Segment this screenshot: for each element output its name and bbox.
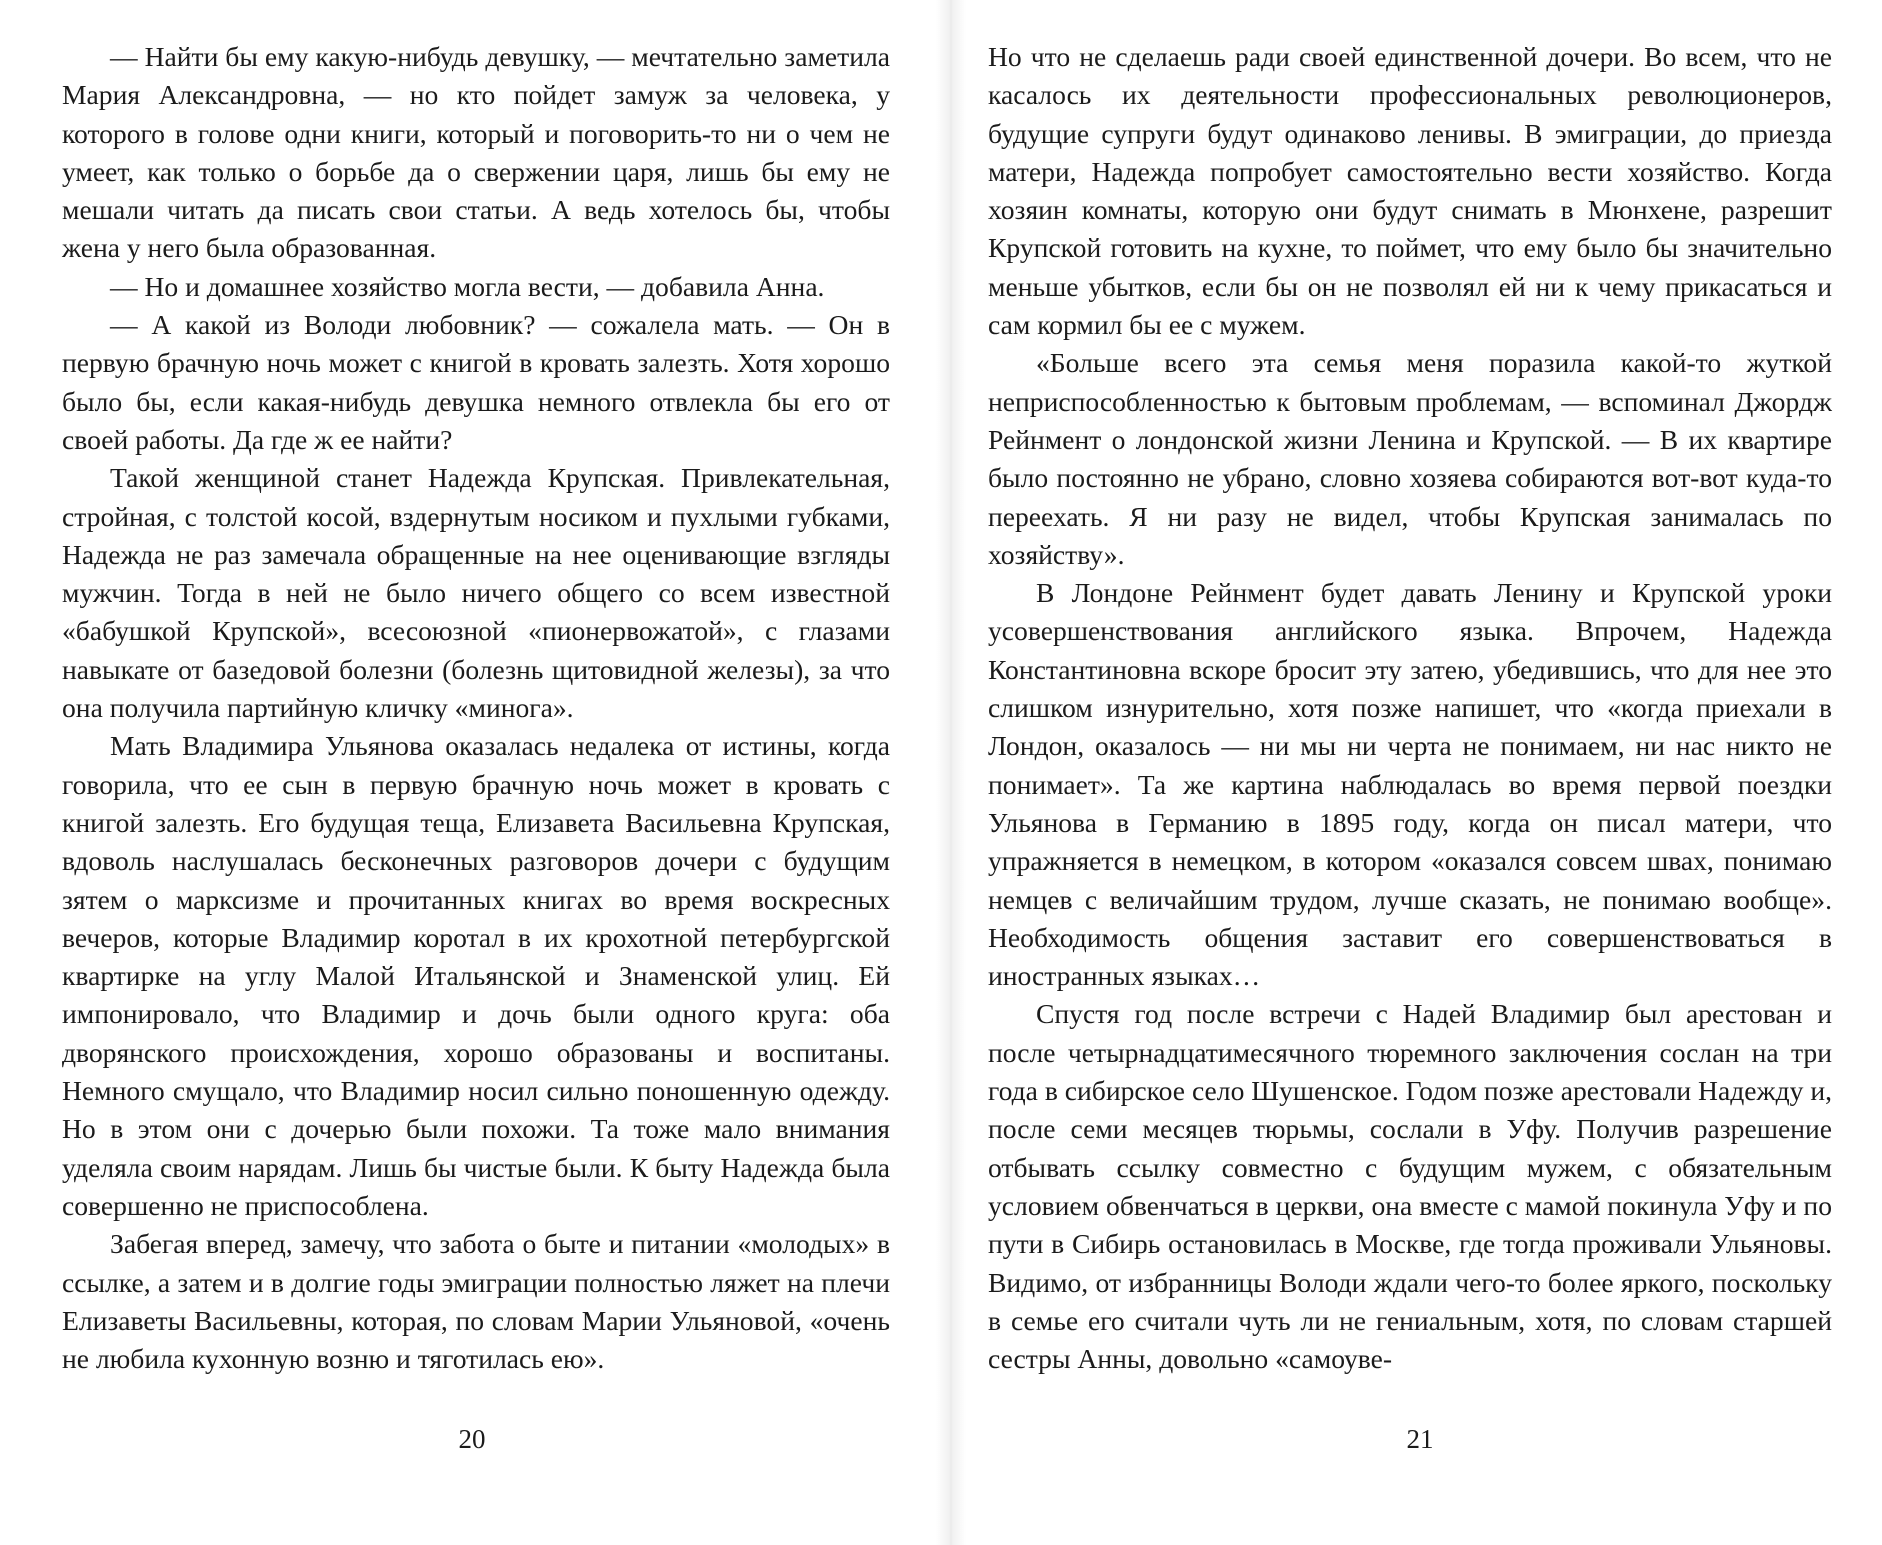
- left-paragraph-4: Такой женщиной станет Надежда Крупская. Привлекательная, стройная, с толстой косой, вздернутым носиком и пухлыми губками, Надежда не раз замечала обращенные на нее оценивающие взгляды мужчин. Тогда в ней не было ничего общего со всем известной «бабушкой Крупской», всесоюзной «пионервожатой», с глазами навыкате от базедовой болезни (болезнь щитовидной железы), за что она получила партийную кличку «минога».: [62, 462, 890, 724]
- left-paragraph-5: Мать Владимира Ульянова оказалась недалека от истины, когда говорила, что ее сын в первую брачную ночь может в кровать с книгой залезть. Его будущая теща, Елизавета Васильевна Крупская, вдоволь наслушалась бесконечных разговоров дочери с будущим зятем о марксизме и прочитанных книгах во время воскресных вечеров, которые Владимир коротал в их крохотной петербургской квартирке на углу Малой Итальянской и Знаменской улиц. Ей импонировало, что Владимир и дочь были одного круга: оба дворянского происхождения, хорошо образованы и воспитаны. Немного смущало, что Владимир носил сильно поношенную одежду. Но в этом они с дочерью были похожи. Та тоже мало внимания уделяла своим нарядам. Лишь бы чистые были. К быту Надежда была совершенно не приспособлена.: [62, 730, 890, 1221]
- left-page-number: 20: [458, 1424, 486, 1454]
- right-paragraph-3: В Лондоне Рейнмент будет давать Ленину и Крупской уроки усовершенствования английского языка. Впрочем, Надежда Константиновна вскоре бросит эту затею, убедившись, что для нее это слишком изнурительно, хотя позже напишет, что «когда приехали в Лондон, оказалось — ни мы ни черта не понимаем, ни нас никто не понимает». Та же картина наблюдалась во время первой поездки Ульянова в Германию в 1895 году, когда он писал матери, что упражняется в немецком, в котором «оказался совсем швах, понимаю немцев с величайшим трудом, лучше сказать, не понимаю вообще». Необходимость общения заставит его совершенствоваться в иностранных языках…: [988, 577, 1832, 992]
- left-paragraph-2: — Но и домашнее хозяйство могла вести, — добавила Анна.: [110, 270, 825, 302]
- right-page-number: 21: [1406, 1424, 1434, 1454]
- right-paragraph-1: Но что не сделаешь ради своей единственной дочери. Во всем, что не касалось их деятельности профессиональных революционеров, будущие супруги будут одинаково ленивы. В эмиграции, до приезда матери, Надежда попробует самостоятельно вести хозяйство. Когда хозяин комнаты, которую они будут снимать в Мюнхене, разрешит Крупской готовить на кухне, то поймет, что ему было бы значительно меньше убытков, если бы он не позволял ей ни к чему прикасаться и сам кормил бы ее с мужем.: [988, 41, 1832, 341]
- book-gutter: [936, 0, 966, 1545]
- right-paragraph-2: «Больше всего эта семья меня поразила какой-то жуткой неприспособленностью к бытовым проблемам, — вспоминал Джордж Рейнмент о лондонской жизни Ленина и Крупской. — В их квартире было постоянно не убрано, словно хозяева собираются вот-вот куда-то переехать. Я ни разу не видел, чтобы Крупская занималась по хозяйству».: [988, 347, 1832, 570]
- right-page: [988, 38, 1832, 1378]
- left-paragraph-1: — Найти бы ему какую-нибудь девушку, — мечтательно заметила Мария Александровна, — но кто пойдет замуж за человека, у которого в голове одни книги, который и поговорить-то ни о чем не умеет, как только о борьбе да о свержении царя, лишь бы ему не мешали читать да писать свои статьи. А ведь хотелось бы, чтобы жена у него была образованная.: [62, 41, 890, 264]
- left-paragraph-3: — А какой из Володи любовник? — сожалела мать. — Он в первую брачную ночь может с книгой в кровать залезть. Хотя хорошо было бы, если какая-нибудь девушка немного отвлекла бы его от своей работы. Да где ж ее найти?: [62, 309, 890, 455]
- left-paragraph-6: Забегая вперед, замечу, что забота о быте и питании «молодых» в ссылке, а затем и в долгие годы эмиграции полностью ляжет на плечи Елизаветы Васильевны, которая, по словам Марии Ульяновой, «очень не любила кухонную возню и тяготилась ею».: [62, 1228, 890, 1375]
- right-paragraph-4: Спустя год после встречи с Надей Владимир был арестован и после четырнадцатимесячного тюремного заключения сослан на три года в сибирское село Шушенское. Годом позже арестовали Надежду и, после семи месяцев тюрьмы, сослали в Уфу. Получив разрешение отбывать ссылку совместно с будущим мужем, с обязательным условием обвенчаться в церкви, она вместе с мамой покинула Уфу и по пути в Сибирь остановилась в Москве, где тогда проживали Ульяновы. Видимо, от избранницы Володи ждали чего-то более яркого, поскольку в семье его считали чуть ли не гениальным, хотя, по словам старшей сестры Анны, довольно «самоуве-: [988, 998, 1832, 1375]
- left-page: [62, 38, 890, 1378]
